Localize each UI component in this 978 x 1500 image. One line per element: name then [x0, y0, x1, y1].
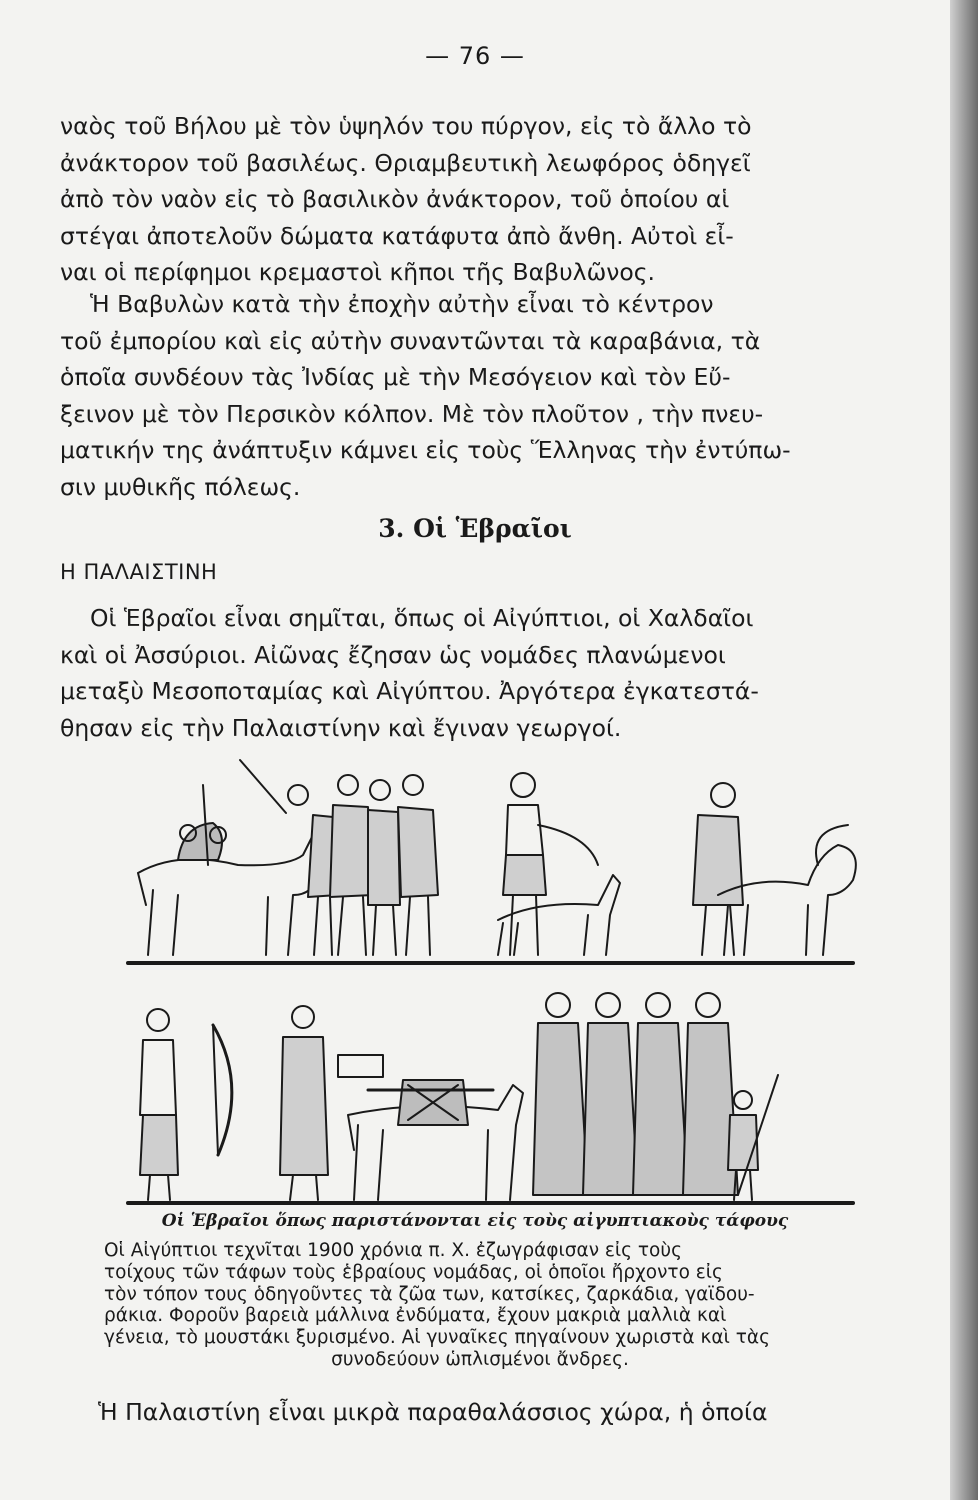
- archer-figure: [140, 1009, 232, 1200]
- text-line: Οἱ Ἑβραῖοι εἶναι σημῖται, ὅπως οἱ Αἰγύπτιοι, οἱ Χαλδαῖοι: [90, 604, 754, 632]
- caption-line: ράκια. Φοροῦν βαρειὰ μάλλινα ἐνδύματα, ἔχουν μακριὰ μαλλιὰ καὶ: [104, 1305, 727, 1327]
- figure-caption-title: Οἱ Ἑβραῖοι ὅπως παριστάνονται εἰς τοὺς αἰγυπτιακοὺς τάφους: [161, 1211, 789, 1231]
- page-number: — 76 —: [425, 42, 525, 70]
- subheading: Η ΠΑΛΑΙΣΤΙΝΗ: [60, 560, 218, 584]
- text-line: ναὸς τοῦ Βήλου μὲ τὸν ὑψηλόν του πύργον, εἰς τὸ ἄλλο τὸ: [60, 112, 752, 140]
- loaded-donkey-figure: [348, 1080, 523, 1200]
- donkey-with-children-figure: [138, 785, 328, 955]
- text-line: σιν μυθικῆς πόλεως.: [60, 472, 301, 501]
- text-line: θησαν εἰς τὴν Παλαιστίνην καὶ ἔγιναν γεωργοί.: [60, 713, 622, 742]
- man-with-gazelle-figure: [498, 773, 620, 955]
- text-line: καὶ οἱ Ἀσσύριοι. Αἰῶνας ἔζησαν ὡς νομάδες πλανώμενοι: [60, 640, 726, 669]
- paragraph-babylon: [60, 108, 855, 291]
- caption-line: τὸν τόπον τους ὁδηγοῦντες τὰ ζῶα των, κατσίκες, ζαρκάδια, γαϊδου-: [104, 1283, 755, 1305]
- women-group-figure: [533, 993, 738, 1195]
- caption-line: τοίχους τῶν τάφων τοὺς ἑβραίους νομάδας, οἱ ὁποῖοι ἤρχοντο εἰς: [104, 1261, 723, 1283]
- text-line: στέγαι ἀποτελοῦν δώματα κατάφυτα ἀπὸ ἄνθη. Αὐτοὶ εἶ-: [60, 221, 734, 250]
- man-with-tray-figure: [280, 1006, 383, 1200]
- section-heading: 3. Οἱ Ἑβραῖοι: [378, 514, 572, 543]
- caption-line: Οἱ Αἰγύπτιοι τεχνῖται 1900 χρόνια π. Χ. ἐζωγράφισαν εἰς τοὺς: [104, 1240, 682, 1261]
- text-line: ξεινον μὲ τὸν Περσικὸν κόλπον. Μὲ τὸν πλοῦτον , τὴν πνευ-: [60, 399, 764, 428]
- text-line: ἀνάκτορον τοῦ βασιλέως. Θριαμβευτικὴ λεωφόρος ὁδηγεῖ: [60, 148, 751, 177]
- figure-caption: [104, 1240, 856, 1371]
- caption-line: γένεια, τὸ μουστάκι ξυρισμένο. Αἱ γυναῖκες πηγαίνουν χωριστὰ καὶ τὰς: [104, 1327, 770, 1349]
- text-line: ματικήν της ἀνάπτυξιν κάμνει εἰς τοὺς Ἕλληνας τὴν ἐντύπω-: [60, 436, 791, 465]
- egyptian-tomb-illustration: [118, 755, 858, 1210]
- text-line: Ἡ Βαβυλὼν κατὰ τὴν ἐποχὴν αὐτὴν εἶναι τὸ κέντρον: [90, 290, 714, 318]
- text-line: ναι οἱ περίφημοι κρεμαστοὶ κῆποι τῆς Βαβυλῶνος.: [60, 258, 656, 287]
- boy-with-spear-figure: [728, 1075, 778, 1200]
- caption-line: συνοδεύουν ὡπλισμένοι ἄνδρες.: [331, 1348, 629, 1370]
- paragraph-trade: [60, 286, 855, 506]
- book-page-edge: [950, 0, 978, 1500]
- text-line: ἀπὸ τὸν ναὸν εἰς τὸ βασιλικὸν ἀνάκτορον, τοῦ ὁποίου αἱ: [60, 185, 730, 214]
- man-with-ibex-figure: [693, 783, 856, 955]
- paragraph-palestine-start: Ἡ Παλαιστίνη εἶναι μικρὰ παραθαλάσσιος χώρα, ἡ ὁποία: [98, 1398, 768, 1426]
- text-line: μεταξὺ Μεσοποταμίας καὶ Αἰγύπτου. Ἀργότερα ἐγκατεστά-: [60, 677, 759, 706]
- text-line: ὁποῖα συνδέουν τὰς Ἰνδίας μὲ τὴν Μεσόγειον καὶ τὸν Εὔ-: [60, 363, 731, 392]
- text-line: τοῦ ἐμπορίου καὶ εἰς αὐτὴν συναντῶνται τὰ καραβάνια, τὰ: [60, 326, 761, 355]
- armed-men-group-figure: [240, 760, 438, 955]
- paragraph-hebrews: [60, 600, 855, 746]
